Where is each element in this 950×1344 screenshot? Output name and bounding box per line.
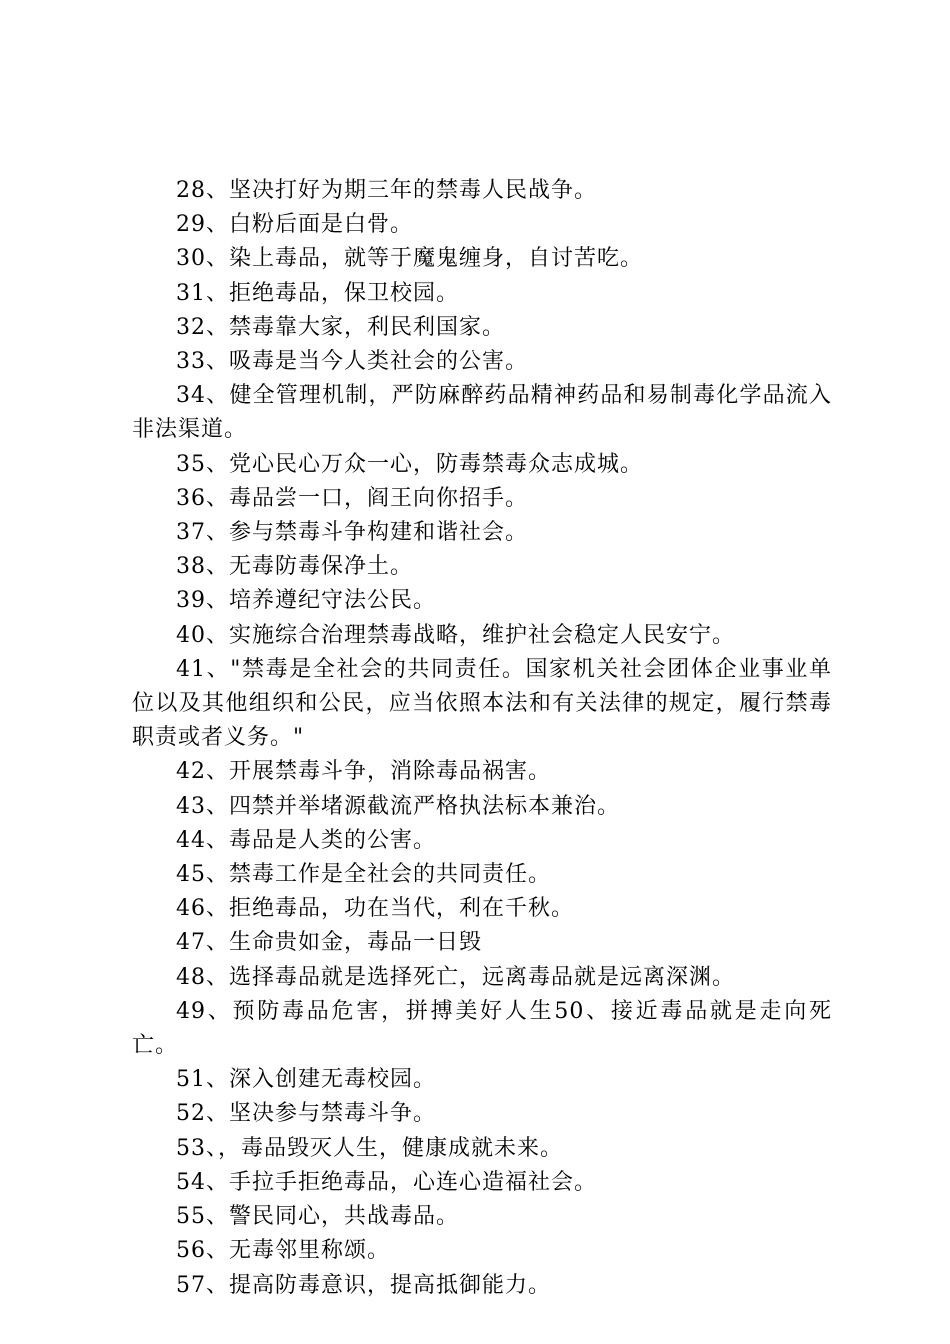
list-item: 56、无毒邻里称颂。 <box>176 1238 390 1264</box>
list-item: 45、禁毒工作是全社会的共同责任。 <box>176 862 551 888</box>
list-item: 28、坚决打好为期三年的禁毒人民战争。 <box>176 178 597 203</box>
list-item: 29、白粉后面是白骨。 <box>176 212 413 238</box>
list-item: 52、坚决参与禁毒斗争。 <box>176 1101 436 1127</box>
list-item: 53、，毒品毁灭人生，健康成就未来。 <box>176 1135 563 1161</box>
list-item: 54、手拉手拒绝毒品，心连心造福社会。 <box>176 1169 597 1195</box>
list-item: 39、培养遵纪守法公民。 <box>176 588 436 614</box>
list-item: 57、提高防毒意识，提高抵御能力。 <box>176 1272 551 1298</box>
list-item: 37、参与禁毒斗争构建和谐社会。 <box>176 520 528 546</box>
list-item: 47、生命贵如金，毒品一日毁 <box>176 930 482 956</box>
list-item: 42、开展禁毒斗争，消除毒品祸害。 <box>176 759 551 785</box>
list-item: 48、选择毒品就是选择死亡，远离毒品就是远离深渊。 <box>176 964 735 990</box>
list-item: 46、拒绝毒品，功在当代，利在千秋。 <box>176 896 574 922</box>
list-item: 44、毒品是人类的公害。 <box>176 827 436 853</box>
list-item: 41、"禁毒是全社会的共同责任。国家机关社会团体企业事业单位以及其他组织和公民，应当依照本法和有关法律的规定，履行禁毒职责或者义务。" <box>132 656 832 751</box>
list-item: 34、健全管理机制，严防麻醉药品精神药品和易制毒化学品流入非法渠道。 <box>132 383 832 443</box>
list-item: 55、警民同心，共战毒品。 <box>176 1204 459 1230</box>
list-item: 36、毒品尝一口，阎王向你招手。 <box>176 485 528 511</box>
list-item: 35、党心民心万众一心，防毒禁毒众志成城。 <box>176 451 643 477</box>
list-item: 31、拒绝毒品，保卫校园。 <box>176 280 459 306</box>
list-item: 51、深入创建无毒校园。 <box>176 1067 436 1093</box>
list-item: 49、预防毒品危害，拼搏美好人生50、接近毒品就是走向死亡。 <box>132 998 832 1059</box>
list-item: 30、染上毒品，就等于魔鬼缠身，自讨苦吃。 <box>176 246 643 272</box>
list-item: 32、禁毒靠大家，利民利国家。 <box>176 314 505 340</box>
list-item: 33、吸毒是当今人类社会的公害。 <box>176 349 528 375</box>
list-item: 43、四禁并举堵源截流严格执法标本兼治。 <box>176 793 620 819</box>
list-item: 40、实施综合治理禁毒战略，维护社会稳定人民安宁。 <box>176 622 735 648</box>
list-item: 38、无毒防毒保净土。 <box>176 554 413 580</box>
document-body <box>132 174 832 1303</box>
